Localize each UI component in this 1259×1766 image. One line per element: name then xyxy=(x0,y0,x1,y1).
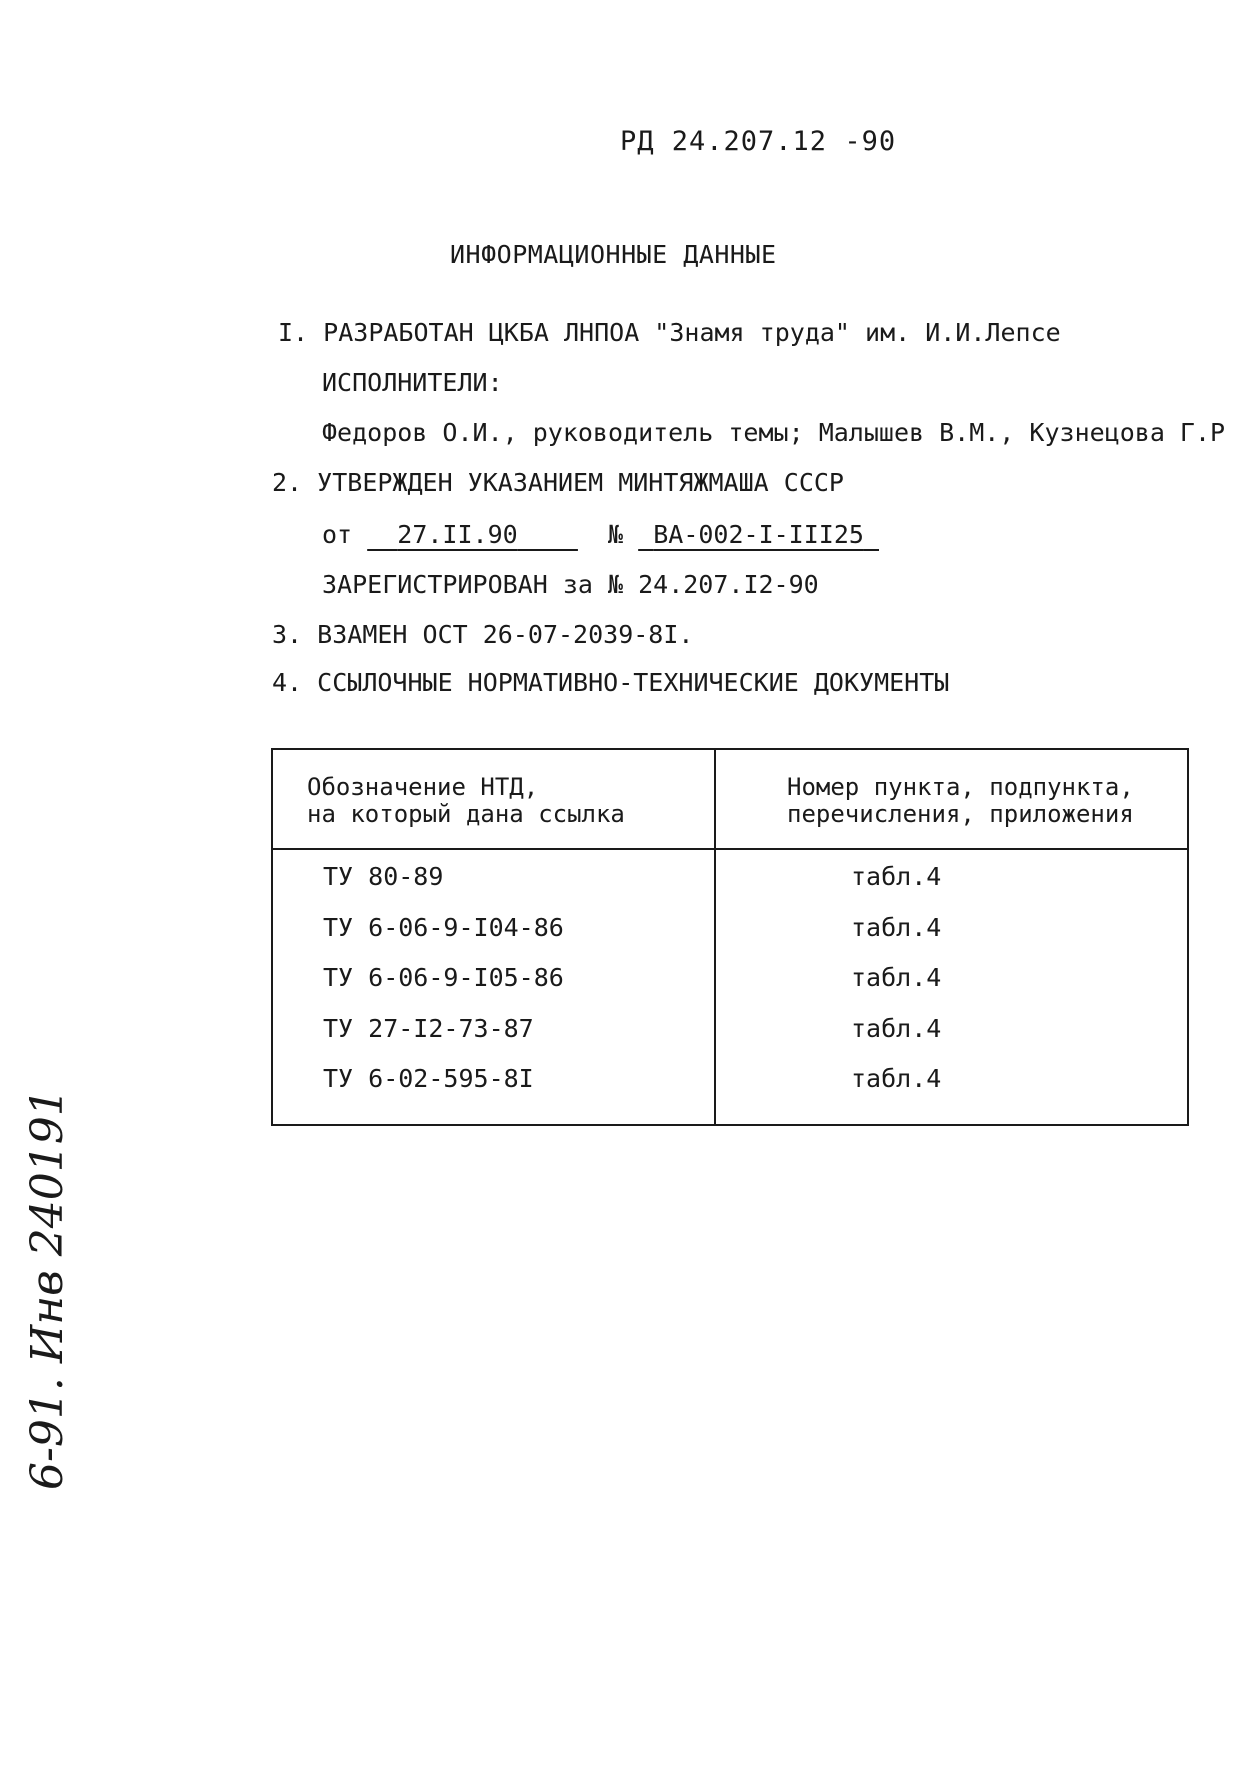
reference-table xyxy=(271,748,1189,1126)
item-3-number: 3. xyxy=(272,620,303,649)
handwritten-note: 6-91. Инв 240191 xyxy=(22,1088,73,1490)
table-header-right: Номер пункта, подпункта, перечисления, приложения xyxy=(787,773,1134,828)
section-title: ИНФОРМАЦИОННЫЕ ДАННЫЕ xyxy=(450,240,777,269)
item-4 xyxy=(272,668,949,697)
approval-details xyxy=(322,520,879,549)
item-3-text: ВЗАМЕН ОСТ 26-07-2039-8I. xyxy=(317,620,694,649)
item-2-number: 2. xyxy=(272,468,303,497)
clause-reference: табл.4 xyxy=(851,1064,942,1093)
registered-label: ЗАРЕГИСТРИРОВАН за № xyxy=(322,570,624,599)
date-prefix: от xyxy=(322,520,353,549)
clause-reference: табл.4 xyxy=(851,963,942,992)
table-header-left: Обозначение НТД, на который дана ссылка xyxy=(307,773,625,828)
ntd-designation: ТУ 6-06-9-I04-86 xyxy=(323,912,564,942)
clause-reference: табл.4 xyxy=(851,1013,942,1043)
ntd-designation: ТУ 6-06-9-I05-86 xyxy=(323,963,564,992)
table-row xyxy=(273,862,1187,913)
table-row xyxy=(273,1014,1187,1065)
table-row xyxy=(273,1064,1187,1115)
table-row xyxy=(273,913,1187,964)
order-number: ВА-002-I-III25 xyxy=(653,520,864,549)
registered-number: 24.207.I2-90 xyxy=(638,570,819,599)
item-1-number: I. xyxy=(278,318,309,347)
ntd-designation: ТУ 27-I2-73-87 xyxy=(323,1013,534,1043)
approval-date: 27.II.90 xyxy=(397,520,518,549)
item-1 xyxy=(278,318,1061,347)
item-3 xyxy=(272,620,693,649)
item-2 xyxy=(272,468,844,497)
item-4-number: 4. xyxy=(272,668,303,697)
clause-reference: табл.4 xyxy=(851,862,942,891)
clause-reference: табл.4 xyxy=(851,912,942,942)
item-4-text: ССЫЛОЧНЫЕ НОРМАТИВНО-ТЕХНИЧЕСКИЕ ДОКУМЕНТЫ xyxy=(317,668,950,697)
number-sign: № xyxy=(608,520,624,549)
ntd-designation: ТУ 80-89 xyxy=(323,862,444,891)
table-header-divider xyxy=(273,848,1187,850)
registration-line xyxy=(322,570,819,599)
table-body xyxy=(273,862,1187,1115)
table-row xyxy=(273,963,1187,1014)
executors-list: Федоров О.И., руководитель темы; Малышев В.М., Кузнецова Г.Р xyxy=(322,418,1226,447)
item-2-text: УТВЕРЖДЕН УКАЗАНИЕМ МИНТЯЖМАША СССР xyxy=(317,468,844,497)
document-code: РД 24.207.12 -90 xyxy=(620,126,897,157)
ntd-designation: ТУ 6-02-595-8I xyxy=(323,1064,534,1093)
executors-label: ИСПОЛНИТЕЛИ: xyxy=(322,368,503,397)
item-1-text: РАЗРАБОТАН ЦКБА ЛНПОА "Знамя труда" им. И.И.Лепсе xyxy=(323,318,1061,347)
